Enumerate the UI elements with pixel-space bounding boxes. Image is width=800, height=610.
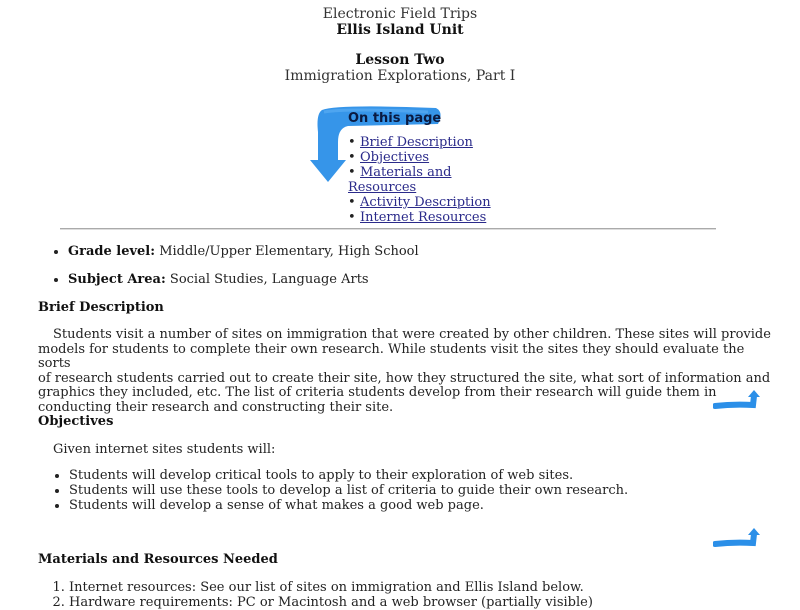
toc-link-materials-line2: Resources (348, 180, 417, 195)
objective-item: • Students will develop a sense of what makes a good web page. (69, 498, 769, 513)
site-title: Electronic Field Trips (322, 6, 478, 22)
grade-level-label: Grade level: (68, 244, 156, 259)
toc-link-materials-line1: Materials and (360, 165, 452, 180)
objective-item: • Students will develop critical tools to apply to their exploration of web sites. (69, 468, 769, 483)
objective-item: • Students will use these tools to develop a list of criteria to guide their own research. (69, 483, 769, 498)
grade-level (68, 244, 768, 260)
on-this-page-label: On this page (348, 111, 442, 126)
objectives-heading: Objectives (38, 414, 114, 429)
toc-link-materials[interactable] (348, 165, 498, 195)
return-arrow-icon[interactable] (713, 388, 763, 414)
grade-level-value: Middle/Upper Elementary, High School (159, 244, 419, 259)
toc-item (348, 135, 498, 150)
materials-list (38, 580, 769, 610)
brief-line: models for students to complete their own research. While students visit the sites they should evaluate the sorts (38, 341, 745, 372)
lesson-subtitle: Immigration Explorations, Part I (284, 68, 516, 84)
material-item: 1. Internet resources: See our list of sites on immigration and Ellis Island below. (69, 580, 769, 595)
subject-area (68, 272, 768, 288)
toc-link-brief-description[interactable]: Brief Description (360, 135, 473, 150)
toc-item (348, 210, 498, 225)
divider (60, 228, 716, 230)
toc-link-internet-resources[interactable]: Internet Resources (360, 210, 487, 225)
toc-item (348, 165, 498, 195)
lesson-meta (38, 244, 768, 300)
material-item: 2. Hardware requirements: PC or Macintosh and a web browser (partially visible) (69, 595, 769, 610)
toc-link-objectives[interactable]: Objectives (360, 150, 430, 165)
lesson-title: Lesson Two (355, 52, 445, 68)
brief-description-heading: Brief Description (38, 300, 164, 315)
brief-description-text (38, 328, 778, 416)
toc-link-activity-description[interactable]: Activity Description (360, 195, 491, 210)
brief-line: Students visit a number of sites on immigration that were created by other children. These sites will provide (53, 327, 771, 342)
on-this-page-nav (348, 135, 498, 225)
toc-item (348, 195, 498, 210)
objectives-intro: Given internet sites students will: (53, 442, 276, 457)
subject-area-value: Social Studies, Language Arts (169, 272, 369, 287)
subject-area-label: Subject Area: (68, 272, 166, 287)
toc-item (348, 150, 498, 165)
brief-line: conducting their research and constructing their site. (38, 399, 394, 415)
unit-title: Ellis Island Unit (336, 22, 464, 38)
brief-line: graphics they included, etc. The list of criteria students develop from their research will guide them in (38, 385, 717, 401)
objectives-list (38, 468, 769, 513)
materials-heading: Materials and Resources Needed (38, 552, 278, 567)
brief-line: of research students carried out to create their site, how they structured the site, what sort of information and (38, 370, 771, 386)
return-arrow-icon[interactable] (713, 526, 763, 552)
